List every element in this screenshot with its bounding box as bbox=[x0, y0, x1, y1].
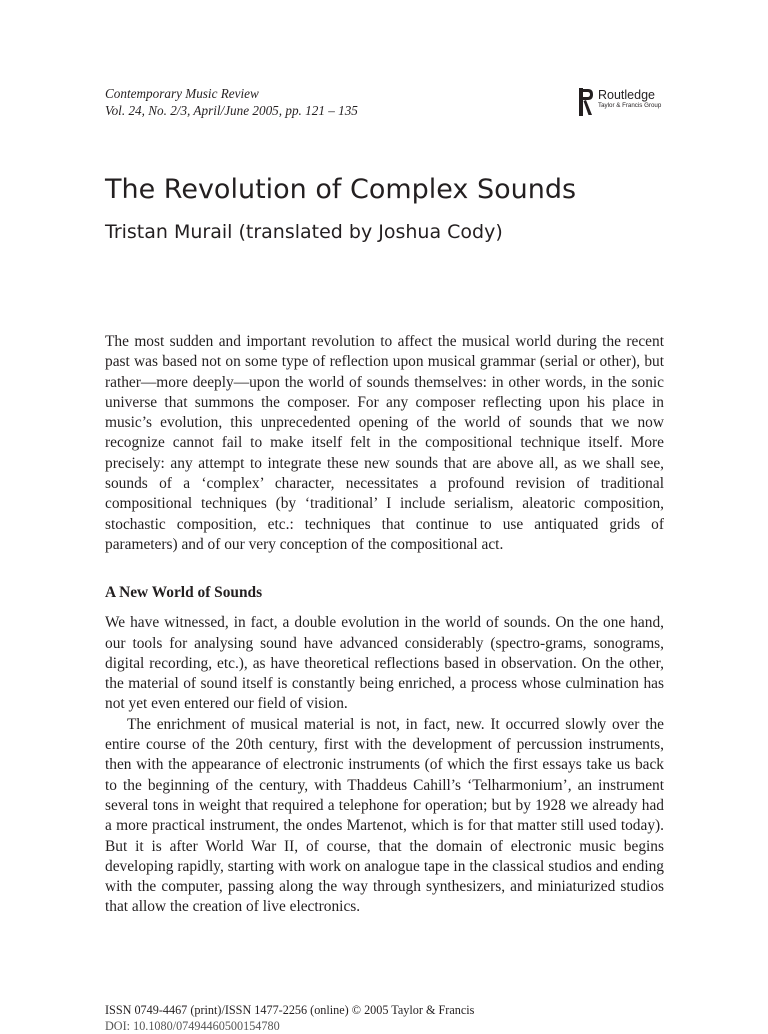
section-heading: A New World of Sounds bbox=[105, 584, 263, 602]
page-footer bbox=[105, 1002, 475, 1033]
publisher-group: Taylor & Francis Group bbox=[598, 102, 662, 109]
article-author: Tristan Murail (translated by Joshua Cody) bbox=[105, 221, 503, 243]
body-paragraph: The enrichment of musical material is not, in fact, new. It occurred slowly over the entire course of the 20th century, first with the development of percussion instruments, then with the appearance of electronic instruments (of which the first essays take us back to the beginning of the century, with Thaddeus Cahill’s ‘Telharmonium’, an instrument several tons in weight that required a telephone for operation; but by 1928 we already had a more practical instrument, the ondes Martenot, which is for that matter still used today). But it is after World War II, of course, that the domain of electronic music begins developing rapidly, starting with work on analogue tape in the classical studios and ending with the computer, passing along the way through synthesizers, and miniaturized studios that allow the creation of live electronics. bbox=[105, 715, 664, 916]
doi-line: DOI: 10.1080/07494460500154780 bbox=[105, 1019, 280, 1033]
journal-citation bbox=[105, 85, 358, 119]
routledge-r-logo-icon bbox=[578, 88, 594, 116]
journal-name: Contemporary Music Review bbox=[105, 86, 259, 101]
article-title: The Revolution of Complex Sounds bbox=[105, 174, 577, 205]
publisher-logo bbox=[578, 88, 661, 116]
journal-issue: Vol. 24, No. 2/3, April/June 2005, pp. 121 – 135 bbox=[105, 103, 358, 118]
publisher-name: Routledge bbox=[598, 88, 655, 102]
article-body bbox=[105, 332, 664, 918]
body-paragraph: We have witnessed, in fact, a double evolution in the world of sounds. On the one hand, our tools for analysing sound have advanced considerably (spectro-grams, sonograms, digital recording, etc.), as have theoretical reflections based in observation. On the other, the material of sound itself is constantly being enriched, a process whose culmination has not yet even entered our field of vision. bbox=[105, 614, 664, 713]
issn-line: ISSN 0749-4467 (print)/ISSN 1477-2256 (online) © 2005 Taylor & Francis bbox=[105, 1003, 475, 1017]
abstract-paragraph: The most sudden and important revolution to affect the musical world during the recent past was based not on some type of reflection upon musical grammar (serial or other), but rather—more deeply—upon the world of sounds themselves: in other words, in the sonic universe that summons the composer. For any composer reflecting upon his place in music’s evolution, this unprecedented opening of the world of sounds that we now recognize cannot fail to make itself felt in the compositional technique itself. More precisely: any attempt to integrate these new sounds that are above all, as we shall see, sounds of a ‘complex’ character, necessitates a profound revision of traditional compositional techniques (by ‘traditional’ I include serialism, aleatoric composition, stochastic composition, etc.: techniques that continue to use antiquated grids of parameters) and of our very conception of the compositional act. bbox=[105, 333, 664, 553]
